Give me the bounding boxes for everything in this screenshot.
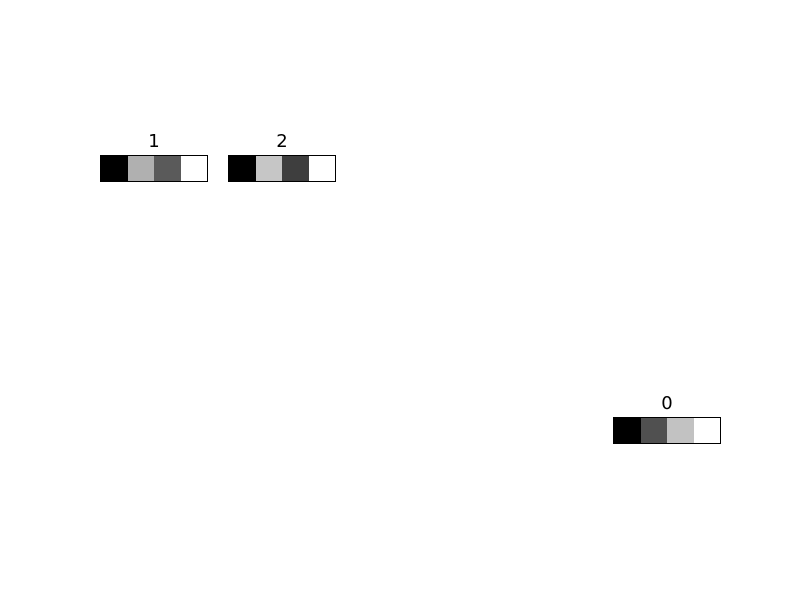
color-cell-3 — [181, 156, 208, 181]
palette-label: 0 — [661, 393, 673, 414]
color-cell-3 — [694, 418, 721, 443]
color-cell-1 — [128, 156, 155, 181]
color-cell-0 — [101, 156, 128, 181]
palette-strip — [100, 155, 208, 182]
color-cell-3 — [309, 156, 336, 181]
palette-label: 2 — [276, 131, 288, 152]
color-cell-2 — [154, 156, 181, 181]
color-cell-2 — [282, 156, 309, 181]
palette-swatch-2 — [228, 131, 336, 183]
color-cell-2 — [667, 418, 694, 443]
palette-swatch-0 — [613, 393, 721, 445]
palette-strip — [228, 155, 336, 182]
color-cell-0 — [229, 156, 256, 181]
palette-label: 1 — [148, 131, 160, 152]
palette-swatch-1 — [100, 131, 208, 183]
color-cell-1 — [256, 156, 283, 181]
palette-strip — [613, 417, 721, 444]
color-cell-0 — [614, 418, 641, 443]
color-cell-1 — [641, 418, 668, 443]
